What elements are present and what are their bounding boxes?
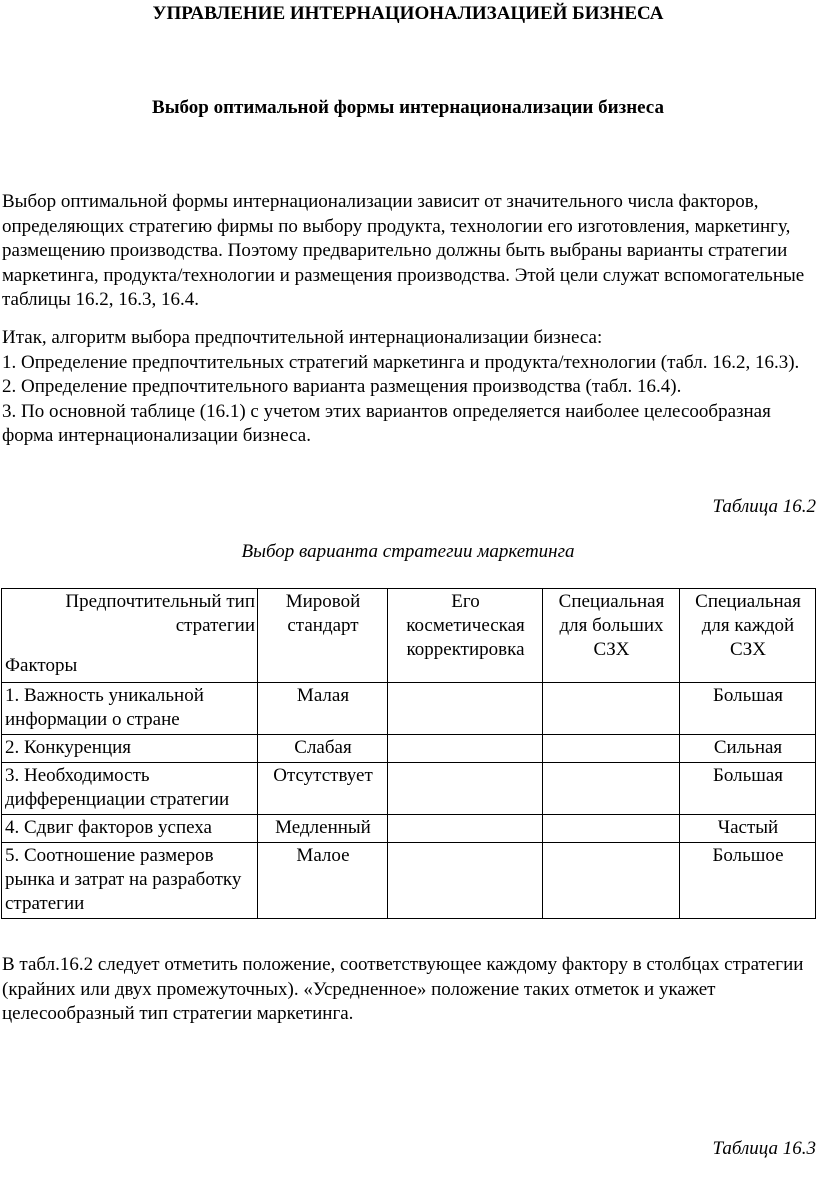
- factor-cell: 3. Необходимость дифференциации стратегии: [2, 763, 258, 815]
- right-extreme-cell: Большая: [680, 763, 816, 815]
- algorithm-step-2: 2. Определение предпочтительного варианта размещения производства (табл. 16.4).: [2, 376, 682, 397]
- header-factors: Факторы: [5, 655, 78, 676]
- left-extreme-cell: Малая: [258, 683, 388, 735]
- table-header-row: [2, 589, 816, 683]
- factor-cell: 1. Важность уникальной информации о стране: [2, 683, 258, 735]
- algorithm-step-3: 3. По основной таблице (16.1) с учетом этих вариантов определяется наиболее целесообразная форма интернационализации бизнеса.: [2, 400, 771, 446]
- right-extreme-cell: Сильная: [680, 735, 816, 763]
- algorithm-step-1: 1. Определение предпочтительных стратегий маркетинга и продукта/технологии (табл. 16.2, 16.3).: [2, 351, 800, 373]
- left-extreme-cell: Отсутствует: [258, 763, 388, 815]
- table-row: [2, 763, 816, 815]
- factor-cell: 4. Сдвиг факторов успеха: [2, 815, 258, 843]
- table-number-caption: Таблица 16.2: [712, 496, 816, 517]
- factor-cell: 2. Конкуренция: [2, 735, 258, 763]
- conclusion-paragraph: В табл.16.2 следует отметить положение, соответствующее каждому фактору в столбцах стратегии (крайних или двух промежуточных). «Усредненное» положение таких отметок и укажет целесообразный тип стратегии маркетинга.: [2, 954, 804, 1024]
- header-strategy-type: Предпочтительный тип стратегии: [65, 591, 255, 636]
- marketing-strategy-table: [1, 588, 816, 919]
- algorithm-intro: Итак, алгоритм выбора предпочтительной интернационализации бизнеса:: [2, 327, 603, 348]
- intro-paragraph: Выбор оптимальной формы интернационализации зависит от значительного числа факторов, определяющих стратегию фирмы по выбору продукта, технологии его изготовления, маркетингу, размещению производства. Поэтому предварительно должны быть выбраны варианты стратегии маркетинга, продукта/технологии и размещения производства. Этой цели служат вспомогательные таблицы 16.2, 16.3, 16.4.: [2, 191, 805, 310]
- empty-cell: [543, 843, 680, 919]
- table-header-corner: [2, 589, 258, 683]
- left-extreme-cell: Малое: [258, 843, 388, 919]
- algorithm-block: [2, 326, 814, 449]
- right-extreme-cell: Большое: [680, 843, 816, 919]
- table-row: [2, 843, 816, 919]
- empty-cell: [388, 815, 543, 843]
- empty-cell: [543, 763, 680, 815]
- column-header: Мировой стандарт: [258, 589, 388, 683]
- table-row: [2, 815, 816, 843]
- left-extreme-cell: Медленный: [258, 815, 388, 843]
- left-extreme-cell: Слабая: [258, 735, 388, 763]
- column-header: Специальная для больших СЗХ: [543, 589, 680, 683]
- table-row: [2, 735, 816, 763]
- table-title-caption: Выбор варианта стратегии маркетинга: [241, 541, 575, 562]
- empty-cell: [388, 763, 543, 815]
- section-title: Выбор оптимальной формы интернационализации бизнеса: [152, 97, 664, 118]
- empty-cell: [543, 735, 680, 763]
- column-header: Специальная для каждой СЗХ: [680, 589, 816, 683]
- right-extreme-cell: Большая: [680, 683, 816, 735]
- right-extreme-cell: Частый: [680, 815, 816, 843]
- page-title: УПРАВЛЕНИЕ ИНТЕРНАЦИОНАЛИЗАЦИЕЙ БИЗНЕСА: [152, 3, 664, 24]
- table-row: [2, 683, 816, 735]
- empty-cell: [543, 815, 680, 843]
- factor-cell: 5. Соотношение размеров рынка и затрат на разработку стратегии: [2, 843, 258, 919]
- next-table-number-caption: Таблица 16.3: [712, 1138, 816, 1159]
- empty-cell: [388, 683, 543, 735]
- empty-cell: [388, 735, 543, 763]
- empty-cell: [388, 843, 543, 919]
- empty-cell: [543, 683, 680, 735]
- column-header: Его косметическая корректировка: [388, 589, 543, 683]
